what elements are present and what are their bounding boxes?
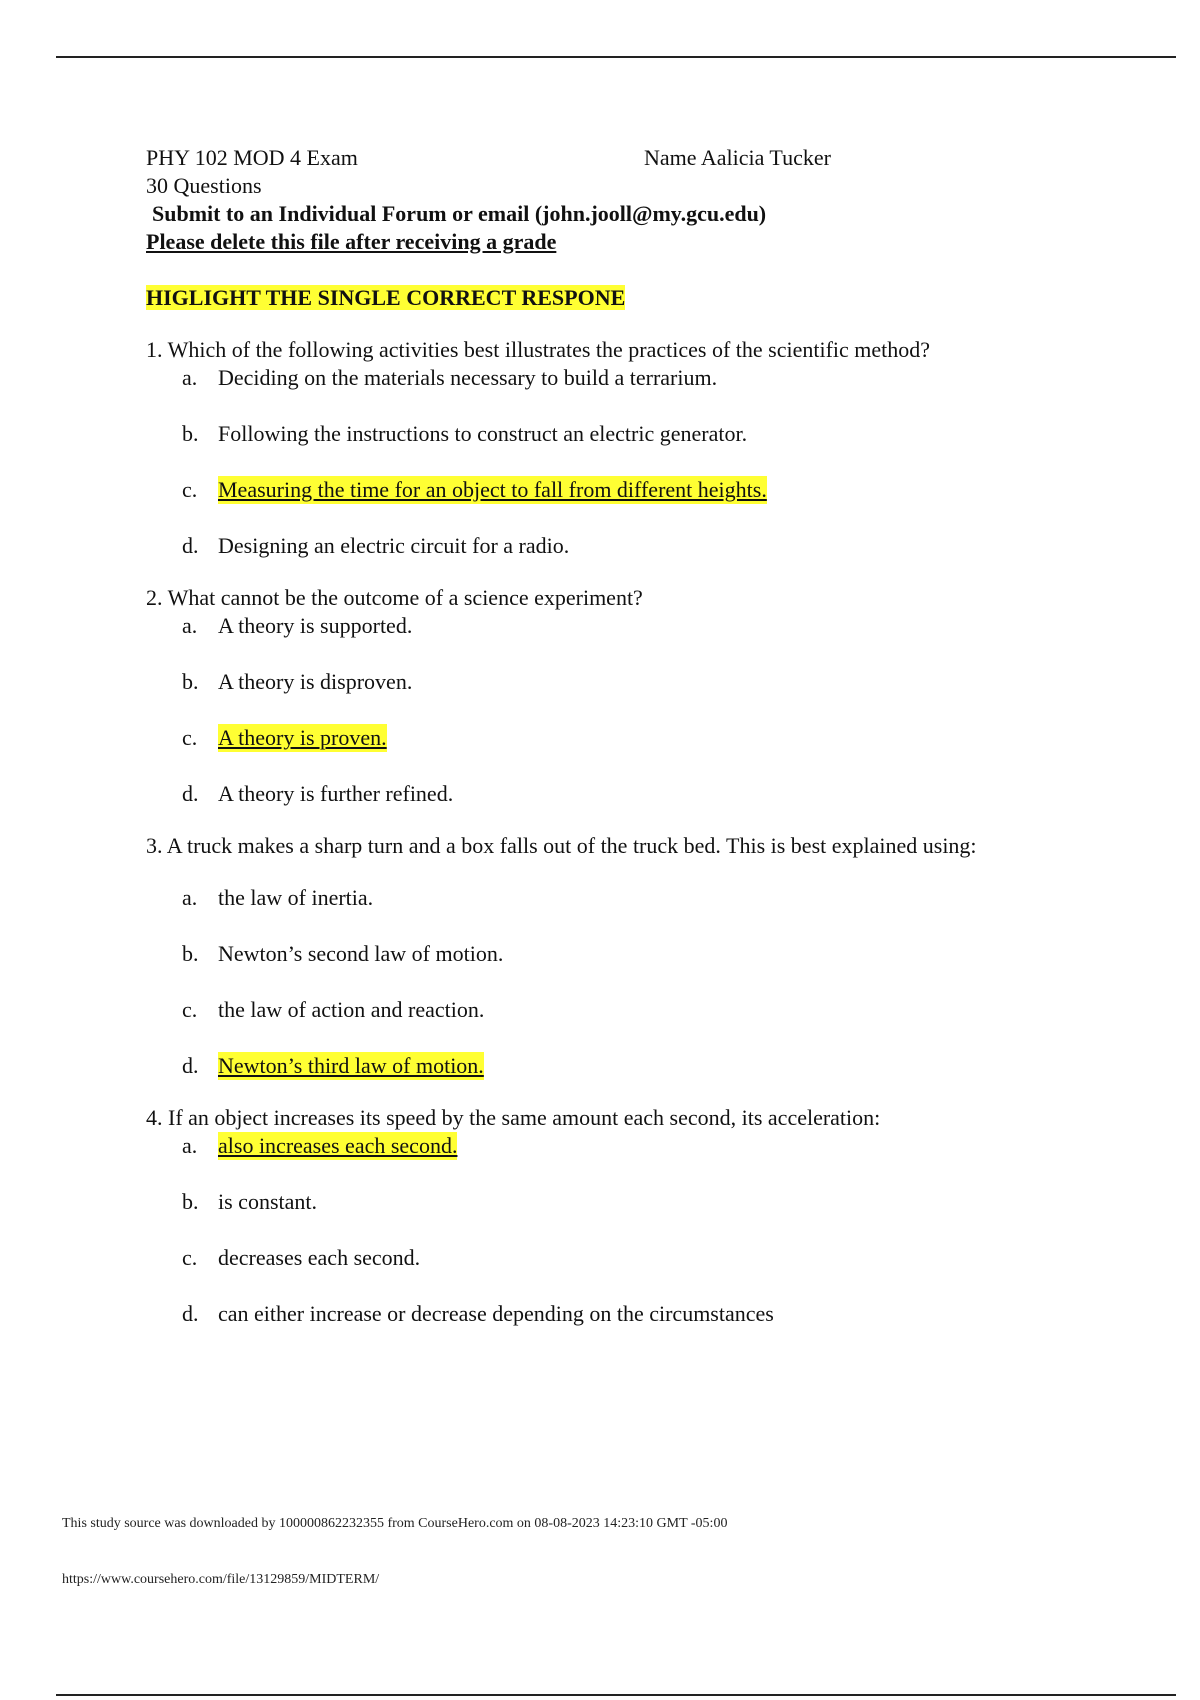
option-letter: c. <box>182 1245 198 1270</box>
option-letter: d. <box>182 533 199 558</box>
option-list <box>146 364 1106 560</box>
highlighted-answer: Newton’s third law of motion. <box>218 1053 484 1078</box>
option-c[interactable] <box>146 996 1106 1024</box>
option-text: is constant. <box>218 1189 317 1214</box>
option-d[interactable] <box>146 1300 1106 1328</box>
option-letter: d. <box>182 781 199 806</box>
option-letter: b. <box>182 941 199 966</box>
option-text: Newton’s second law of motion. <box>218 941 504 966</box>
question-count: 30 Questions <box>146 173 262 198</box>
option-letter: c. <box>182 997 198 1022</box>
highlighted-answer: A theory is proven. <box>218 725 387 750</box>
download-notice: This study source was downloaded by 100000862232355 from CourseHero.com on 08-08-2023 14:23:10 GMT -05:00 <box>62 1516 728 1531</box>
option-letter: b. <box>182 421 199 446</box>
option-c[interactable] <box>146 476 1106 504</box>
option-text: Designing an electric circuit for a radio. <box>218 533 570 558</box>
question-2 <box>146 584 1106 808</box>
question-3 <box>146 832 1106 1080</box>
option-letter: a. <box>182 1133 198 1158</box>
option-letter: c. <box>182 725 198 750</box>
exam-page <box>146 144 1106 1328</box>
delete-notice: Please delete this file after receiving a grade <box>146 229 557 254</box>
option-text: the law of inertia. <box>218 885 374 910</box>
question-text: 1. Which of the following activities best illustrates the practices of the scientific method? <box>146 337 931 362</box>
question-4 <box>146 1104 1106 1328</box>
highlighted-answer: also increases each second. <box>218 1133 458 1158</box>
option-a[interactable] <box>146 364 1106 392</box>
option-text: Following the instructions to construct an electric generator. <box>218 421 748 446</box>
option-letter: a. <box>182 365 198 390</box>
student-name: Name Aalicia Tucker <box>644 145 831 170</box>
option-d[interactable] <box>146 532 1106 560</box>
option-b[interactable] <box>146 940 1106 968</box>
option-text: A theory is further refined. <box>218 781 454 806</box>
question-text: 3. A truck makes a sharp turn and a box falls out of the truck bed. This is best explained using: <box>146 833 977 858</box>
option-list <box>146 884 1106 1080</box>
option-list <box>146 1132 1106 1328</box>
option-letter: a. <box>182 613 198 638</box>
question-text: 4. If an object increases its speed by the same amount each second, its acceleration: <box>146 1105 881 1130</box>
option-text: Deciding on the materials necessary to build a terrarium. <box>218 365 718 390</box>
option-c[interactable] <box>146 724 1106 752</box>
option-a[interactable] <box>146 884 1106 912</box>
option-letter: d. <box>182 1301 199 1326</box>
top-rule <box>56 56 1176 58</box>
option-b[interactable] <box>146 1188 1106 1216</box>
option-letter: b. <box>182 1189 199 1214</box>
option-d[interactable] <box>146 780 1106 808</box>
option-a[interactable] <box>146 1132 1106 1160</box>
option-text: can either increase or decrease depending on the circumstances <box>218 1301 774 1326</box>
option-letter: c. <box>182 477 198 502</box>
bottom-rule <box>56 1694 1176 1696</box>
option-letter: d. <box>182 1053 199 1078</box>
option-c[interactable] <box>146 1244 1106 1272</box>
option-text: A theory is disproven. <box>218 669 413 694</box>
option-text: A theory is supported. <box>218 613 413 638</box>
option-b[interactable] <box>146 668 1106 696</box>
option-letter: b. <box>182 669 199 694</box>
option-text: decreases each second. <box>218 1245 421 1270</box>
option-b[interactable] <box>146 420 1106 448</box>
question-1 <box>146 336 1106 560</box>
highlighted-answer: Measuring the time for an object to fall from different heights. <box>218 477 767 502</box>
submit-instructions: Submit to an Individual Forum or email (john.jooll@my.gcu.edu) <box>152 201 767 226</box>
instruction-heading <box>146 284 1106 312</box>
source-url[interactable]: https://www.coursehero.com/file/13129859/MIDTERM/ <box>62 1572 380 1587</box>
instruction-text: HIGLIGHT THE SINGLE CORRECT RESPONE <box>146 285 626 310</box>
header-row <box>146 144 1106 172</box>
option-text: the law of action and reaction. <box>218 997 485 1022</box>
option-list <box>146 612 1106 808</box>
option-a[interactable] <box>146 612 1106 640</box>
option-letter: a. <box>182 885 198 910</box>
course-title: PHY 102 MOD 4 Exam <box>146 145 358 170</box>
option-d[interactable] <box>146 1052 1106 1080</box>
question-text: 2. What cannot be the outcome of a science experiment? <box>146 585 643 610</box>
